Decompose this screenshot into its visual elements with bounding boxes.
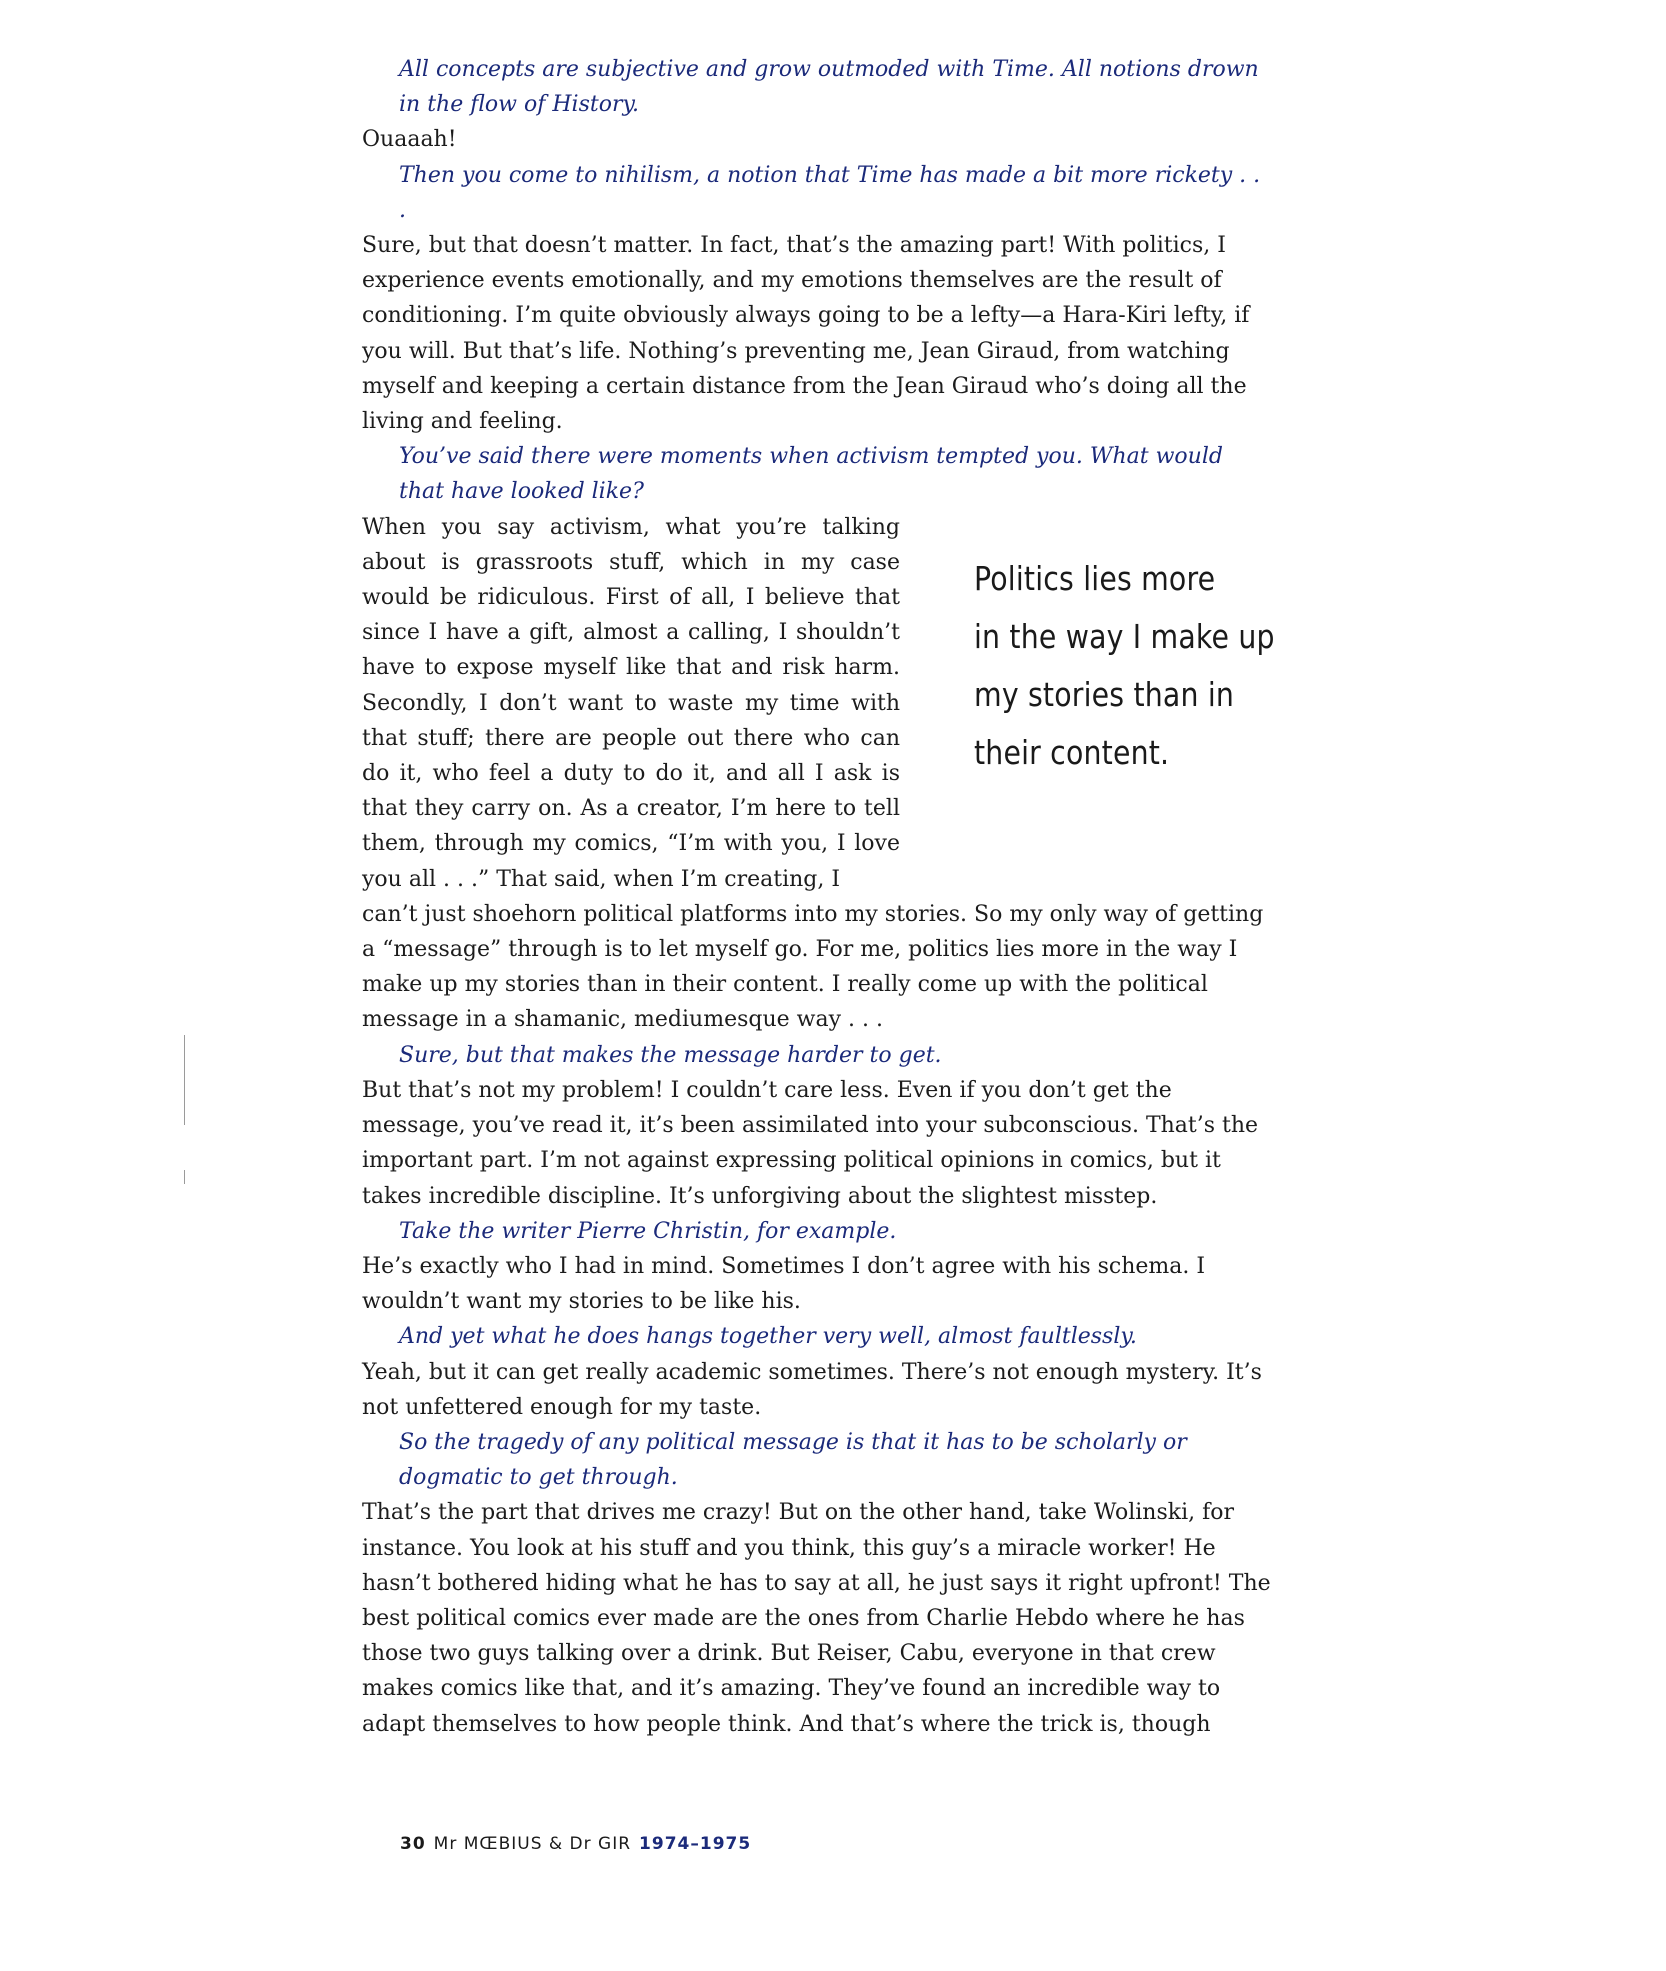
question: So the tragedy of any political message is that it has to be scholarly or dogmatic to get through. [399, 1429, 1187, 1491]
answer: But that’s not my problem! I couldn’t care less. Even if you don’t get the message, you’ve read it, it’s been assimilated into your subconscious. That’s the important part. I’m not against expressing political opinions in comics, but it takes incredible discipline. It’s unforgiving about the slightest misstep. [362, 1077, 1259, 1209]
answer: can’t just shoehorn political platforms into my stories. So my only way of getting a “message” through is to let myself go. For me, politics lies more in the way I make up my stories than in their content. I really come up with the political message in a shamanic, mediumesque way . . . [362, 901, 1264, 1033]
answer: Ouaaah! [362, 127, 457, 153]
answer: He’s exactly who I had in mind. Sometimes I don’t agree with his schema. I wouldn’t want my stories to be like his. [362, 1253, 1206, 1315]
answer-with-pull-quote [362, 510, 1274, 897]
answer: Yeah, but it can get really academic sometimes. There’s not enough mystery. It’s not unfettered enough for my taste. [362, 1359, 1262, 1420]
question: Take the writer Pierre Christin, for example. [399, 1218, 897, 1244]
page-number: 30 [400, 1834, 426, 1854]
answer: That’s the part that drives me crazy! But on the other hand, take Wolinski, for instance. You look at his stuff and you think, this guy’s a miracle worker! He hasn’t bothered hiding what he has to say at all, he just says it right upfront! The best political comics ever made are the ones from Charlie Hebdo where he has those two guys talking over a drink. But Reiser, Cabu, everyone in that crew makes comics like that, and it’s amazing. They’ve found an incredible way to adapt themselves to how people think. And that’s where the trick is, though [362, 1500, 1271, 1737]
question: Sure, but that makes the message harder to get. [399, 1042, 942, 1068]
pull-quote-line: their content. [974, 732, 1170, 772]
pull-quote-line: Politics lies more [974, 558, 1216, 598]
question: You’ve said there were moments when activism tempted you. What would that have looked like? [399, 444, 1223, 505]
year-range: 1974–1975 [639, 1834, 752, 1854]
pull-quote-line: my stories than in [974, 674, 1235, 714]
interview-column [362, 52, 1274, 1742]
margin-mark [184, 1035, 185, 1125]
page-footer [400, 1834, 751, 1854]
pull-quote [974, 550, 1275, 782]
question: Then you come to nihilism, a notion that Time has made a bit more rickety . . . [399, 162, 1261, 223]
book-title: Mr MŒBIUS & Dr GIR [433, 1834, 632, 1854]
pull-quote-line: in the way I make up [974, 616, 1275, 656]
margin-mark [184, 1170, 185, 1184]
question: And yet what he does hangs together very well, almost faultlessly. [399, 1324, 1137, 1350]
question: All concepts are subjective and grow outmoded with Time. All notions drown in the flow of History. [399, 57, 1259, 118]
answer: Sure, but that doesn’t matter. In fact, that’s the amazing part! With politics, I experience events emotionally, and my emotions themselves are the result of conditioning. I’m quite obviously always going to be a lefty—a Hara-Kiri lefty, if you will. But that’s life. Nothing’s preventing me, Jean Giraud, from watching myself and keeping a certain distance from the Jean Giraud who’s doing all the living and feeling. [362, 233, 1250, 435]
answer: When you say activism, what you’re talking about is grassroots stuff, which in my case would be ridiculous. First of all, I believe that since I have a gift, almost a calling, I shouldn’t have to expose myself like that and risk harm. Secondly, I don’t want to waste my time with that stuff; there are people out there who can do it, who feel a duty to do it, and all I ask is that they carry on. As a creator, I’m here to tell them, through my comics, “I’m with you, I love you all . . .” That said, when I’m creating, I [362, 514, 900, 892]
